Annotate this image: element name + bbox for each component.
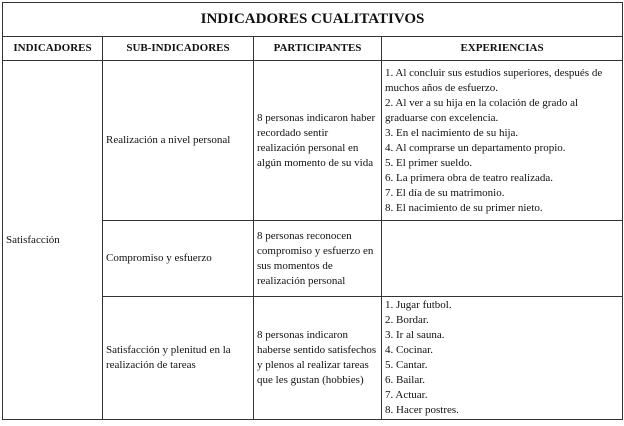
sub-indicator-cell: Realización a nivel personal (103, 61, 254, 221)
experience-item: 1. Al concluir sus estudios superiores, después de muchos años de esfuerzo. (385, 66, 603, 94)
experience-item: 8. Hacer postres. (385, 404, 459, 416)
experience-item: 5. Cantar. (385, 359, 428, 371)
qualitative-indicators-table (2, 2, 623, 420)
header-experiencias: EXPERIENCIAS (382, 37, 623, 61)
table-title: INDICADORES CUALITATIVOS (3, 3, 623, 37)
experience-item: 2. Bordar. (385, 314, 429, 326)
experience-item: 4. Cocinar. (385, 344, 433, 356)
experience-item: 7. Actuar. (385, 389, 428, 401)
experience-item: 3. En el nacimiento de su hija. (385, 126, 519, 139)
participants-cell: 8 personas reconocen compromiso y esfuerzo en sus momentos de realización personal (254, 221, 382, 297)
experience-item: 8. El nacimiento de su primer nieto. (385, 201, 543, 214)
experiences-cell (382, 61, 623, 221)
sub-indicator-cell: Compromiso y esfuerzo (103, 221, 254, 297)
sub-indicator-cell: Satisfacción y plenitud en la realización de tareas (103, 297, 254, 420)
experiences-cell (382, 221, 623, 297)
experience-item: 1. Jugar futbol. (385, 299, 452, 311)
indicator-cell: Satisfacción (3, 61, 103, 420)
experience-item: 2. Al ver a su hija en la colación de grado al graduarse con excelencia. (385, 96, 579, 124)
experience-item: 4. Al comprarse un departamento propio. (385, 141, 566, 154)
header-sub-indicadores: SUB-INDICADORES (103, 37, 254, 61)
experience-item: 3. Ir al sauna. (385, 329, 445, 341)
experience-item: 6. La primera obra de teatro realizada. (385, 171, 553, 184)
header-participantes: PARTICIPANTES (254, 37, 382, 61)
header-indicadores: INDICADORES (3, 37, 103, 61)
experience-item: 7. El día de su matrimonio. (385, 186, 505, 199)
experiences-cell (382, 297, 623, 420)
table-row (3, 61, 623, 221)
participants-cell: 8 personas indicaron haberse sentido satisfechos y plenos al realizar tareas que les gustan (hobbies) (254, 297, 382, 420)
experience-item: 6. Bailar. (385, 374, 426, 386)
participants-cell: 8 personas indicaron haber recordado sentir realización personal en algún momento de su vida (254, 61, 382, 221)
experience-item: 5. El primer sueldo. (385, 156, 473, 169)
